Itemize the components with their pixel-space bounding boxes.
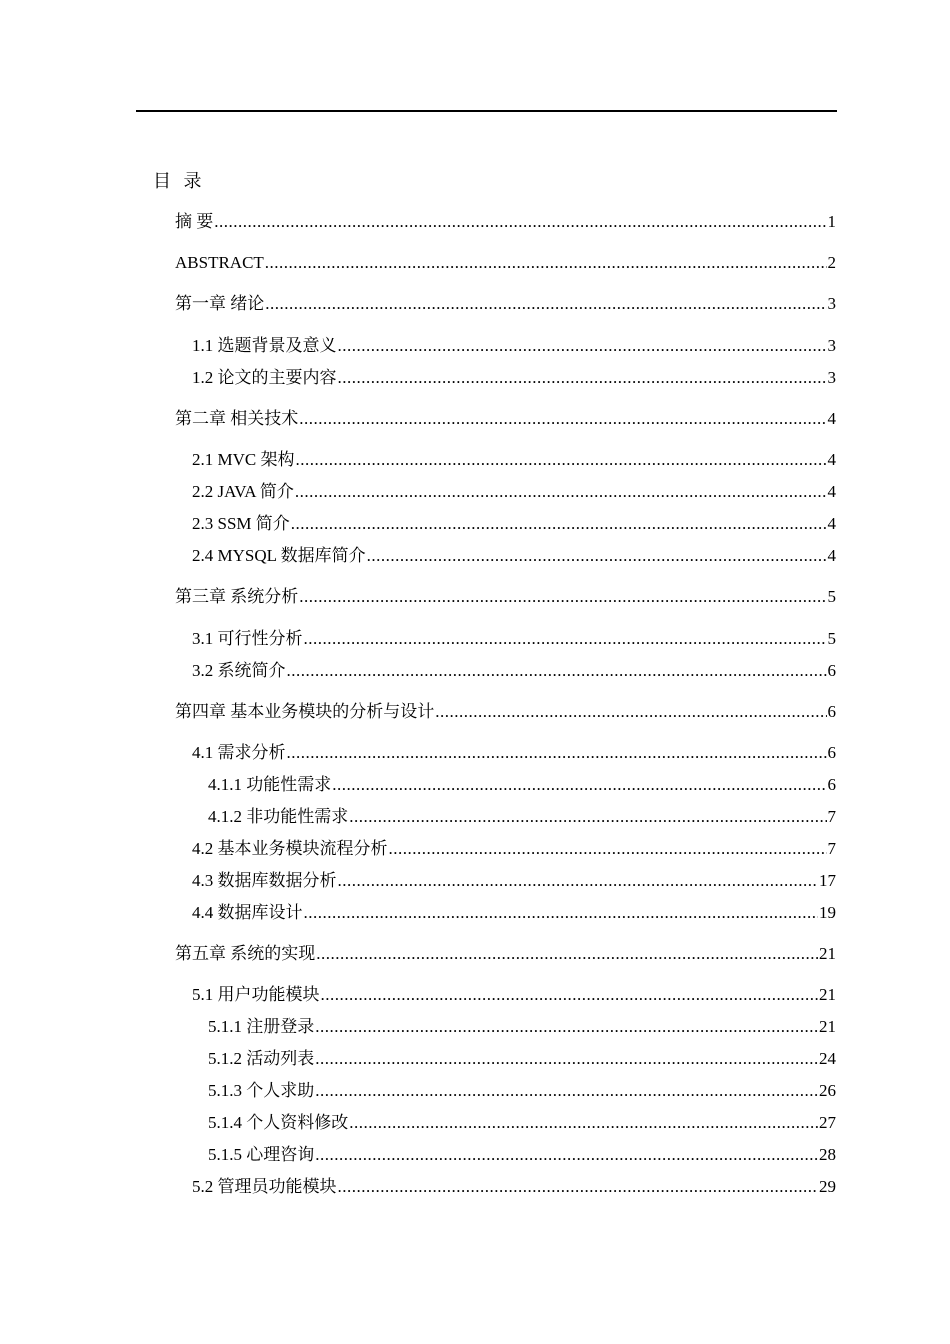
toc-entry[interactable] (208, 774, 836, 796)
toc-entry-page: 17 (819, 871, 836, 890)
toc-entry-text: 4.3 数据库数据分析 (192, 871, 337, 890)
toc-entry[interactable] (208, 1112, 836, 1134)
toc-entry[interactable] (192, 870, 836, 892)
toc-entry-page: 2 (827, 253, 836, 272)
toc-entry[interactable] (208, 1016, 836, 1038)
toc-entry-page: 4 (827, 546, 836, 565)
toc-entry-text: 1.1 选题背景及意义 (192, 336, 337, 355)
toc-entry-page: 19 (819, 903, 836, 922)
toc-entry-page: 24 (819, 1049, 836, 1068)
toc-entry[interactable] (175, 293, 836, 315)
toc-entry[interactable] (175, 408, 836, 430)
toc-entry-page: 6 (827, 702, 836, 721)
toc-leader-dots (349, 806, 826, 828)
toc-leader-dots (338, 870, 819, 892)
toc-entry-text: 第四章 基本业务模块的分析与设计 (175, 702, 435, 721)
toc-entry-text: 5.2 管理员功能模块 (192, 1177, 337, 1196)
toc-leader-dots (287, 660, 827, 682)
toc-entry-page: 3 (827, 294, 836, 313)
toc-entry-text: 第一章 绪论 (175, 294, 265, 313)
toc-entry-page: 28 (819, 1145, 836, 1164)
toc-entry[interactable] (192, 838, 836, 860)
toc-leader-dots (315, 1048, 818, 1070)
toc-leader-dots (291, 513, 827, 535)
toc-entry-page: 21 (819, 944, 836, 963)
toc-leader-dots (299, 408, 826, 430)
toc-entry-page: 21 (819, 1017, 836, 1036)
toc-leader-dots (295, 449, 826, 471)
toc-entry[interactable] (192, 1176, 836, 1198)
toc-entry[interactable] (192, 984, 836, 1006)
toc-entry[interactable] (192, 367, 836, 389)
toc-entry-text: 3.1 可行性分析 (192, 629, 303, 648)
toc-leader-dots (389, 838, 827, 860)
toc-leader-dots (304, 902, 819, 924)
toc-entry-text: 第五章 系统的实现 (175, 944, 316, 963)
toc-leader-dots (315, 1080, 818, 1102)
toc-entry-text: 5.1.3 个人求助 (208, 1081, 315, 1100)
toc-entry-text: ABSTRACT (175, 253, 264, 272)
toc-entry-page: 26 (819, 1081, 836, 1100)
toc-leader-dots (287, 742, 827, 764)
toc-entry-page: 21 (819, 985, 836, 1004)
toc-entry-text: 第二章 相关技术 (175, 409, 299, 428)
toc-entry-page: 6 (827, 775, 836, 794)
toc-entry-page: 7 (827, 839, 836, 858)
toc-entry-text: 1.2 论文的主要内容 (192, 368, 337, 387)
toc-entry-page: 4 (827, 514, 836, 533)
toc-leader-dots (338, 1176, 819, 1198)
toc-entry-text: 2.2 JAVA 简介 (192, 482, 294, 501)
toc-entry-text: 4.1.1 功能性需求 (208, 775, 332, 794)
toc-entry[interactable] (192, 449, 836, 471)
toc-entry-text: 2.1 MVC 架构 (192, 450, 295, 469)
toc-entry[interactable] (208, 1080, 836, 1102)
toc-entry[interactable] (208, 806, 836, 828)
toc-leader-dots (349, 1112, 818, 1134)
toc-leader-dots (332, 774, 826, 796)
toc-entry-page: 5 (827, 629, 836, 648)
toc-entry-text: 摘 要 (175, 212, 214, 231)
toc-entry-text: 2.4 MYSQL 数据库简介 (192, 546, 366, 565)
toc-leader-dots (316, 943, 818, 965)
toc-entry[interactable] (192, 742, 836, 764)
toc-entry[interactable] (192, 481, 836, 503)
toc-leader-dots (367, 545, 827, 567)
toc-entry-page: 4 (827, 450, 836, 469)
toc-entry-text: 4.2 基本业务模块流程分析 (192, 839, 388, 858)
toc-entry-text: 5.1.1 注册登录 (208, 1017, 315, 1036)
toc-entry-text: 5.1 用户功能模块 (192, 985, 320, 1004)
toc-entry-page: 4 (827, 482, 836, 501)
toc-entry[interactable] (175, 943, 836, 965)
toc-leader-dots (214, 211, 826, 233)
toc-entry-text: 4.4 数据库设计 (192, 903, 303, 922)
toc-entry-text: 5.1.5 心理咨询 (208, 1145, 315, 1164)
toc-entry[interactable] (192, 660, 836, 682)
toc-entry[interactable] (192, 902, 836, 924)
toc-entry[interactable] (192, 545, 836, 567)
toc-entry-page: 3 (827, 368, 836, 387)
toc-entry-page: 1 (827, 212, 836, 231)
toc-entry-page: 6 (827, 743, 836, 762)
toc-leader-dots (265, 293, 826, 315)
toc-entry[interactable] (175, 701, 836, 723)
toc-entry-page: 27 (819, 1113, 836, 1132)
toc-entry-page: 6 (827, 661, 836, 680)
toc-leader-dots (299, 586, 826, 608)
toc-entry-page: 7 (827, 807, 836, 826)
toc-entry-text: 3.2 系统简介 (192, 661, 286, 680)
toc-entry-text: 4.1 需求分析 (192, 743, 286, 762)
toc-entry-page: 5 (827, 587, 836, 606)
toc-leader-dots (338, 367, 827, 389)
toc-entry-page: 4 (827, 409, 836, 428)
toc-leader-dots (435, 701, 826, 723)
toc-entry[interactable] (192, 513, 836, 535)
toc-leader-dots (265, 252, 827, 274)
toc-entry[interactable] (175, 211, 836, 233)
toc-entry[interactable] (192, 628, 836, 650)
toc-entry-page: 29 (819, 1177, 836, 1196)
toc-leader-dots (321, 984, 819, 1006)
toc-entry-page: 3 (827, 336, 836, 355)
toc-entry-text: 5.1.2 活动列表 (208, 1049, 315, 1068)
toc-entry-text: 2.3 SSM 简介 (192, 514, 290, 533)
toc-entry[interactable] (175, 586, 836, 608)
toc-entry[interactable] (208, 1048, 836, 1070)
toc-entry[interactable] (208, 1144, 836, 1166)
toc-title: 目 录 (153, 171, 206, 191)
toc-entry-text: 5.1.4 个人资料修改 (208, 1113, 349, 1132)
toc-leader-dots (295, 481, 827, 503)
toc-leader-dots (315, 1016, 818, 1038)
toc-entry[interactable] (192, 335, 836, 357)
toc-entry-text: 4.1.2 非功能性需求 (208, 807, 349, 826)
toc-leader-dots (338, 335, 827, 357)
toc-leader-dots (304, 628, 827, 650)
toc-entry[interactable] (175, 252, 836, 274)
toc-leader-dots (315, 1144, 818, 1166)
toc-entry-text: 第三章 系统分析 (175, 587, 299, 606)
